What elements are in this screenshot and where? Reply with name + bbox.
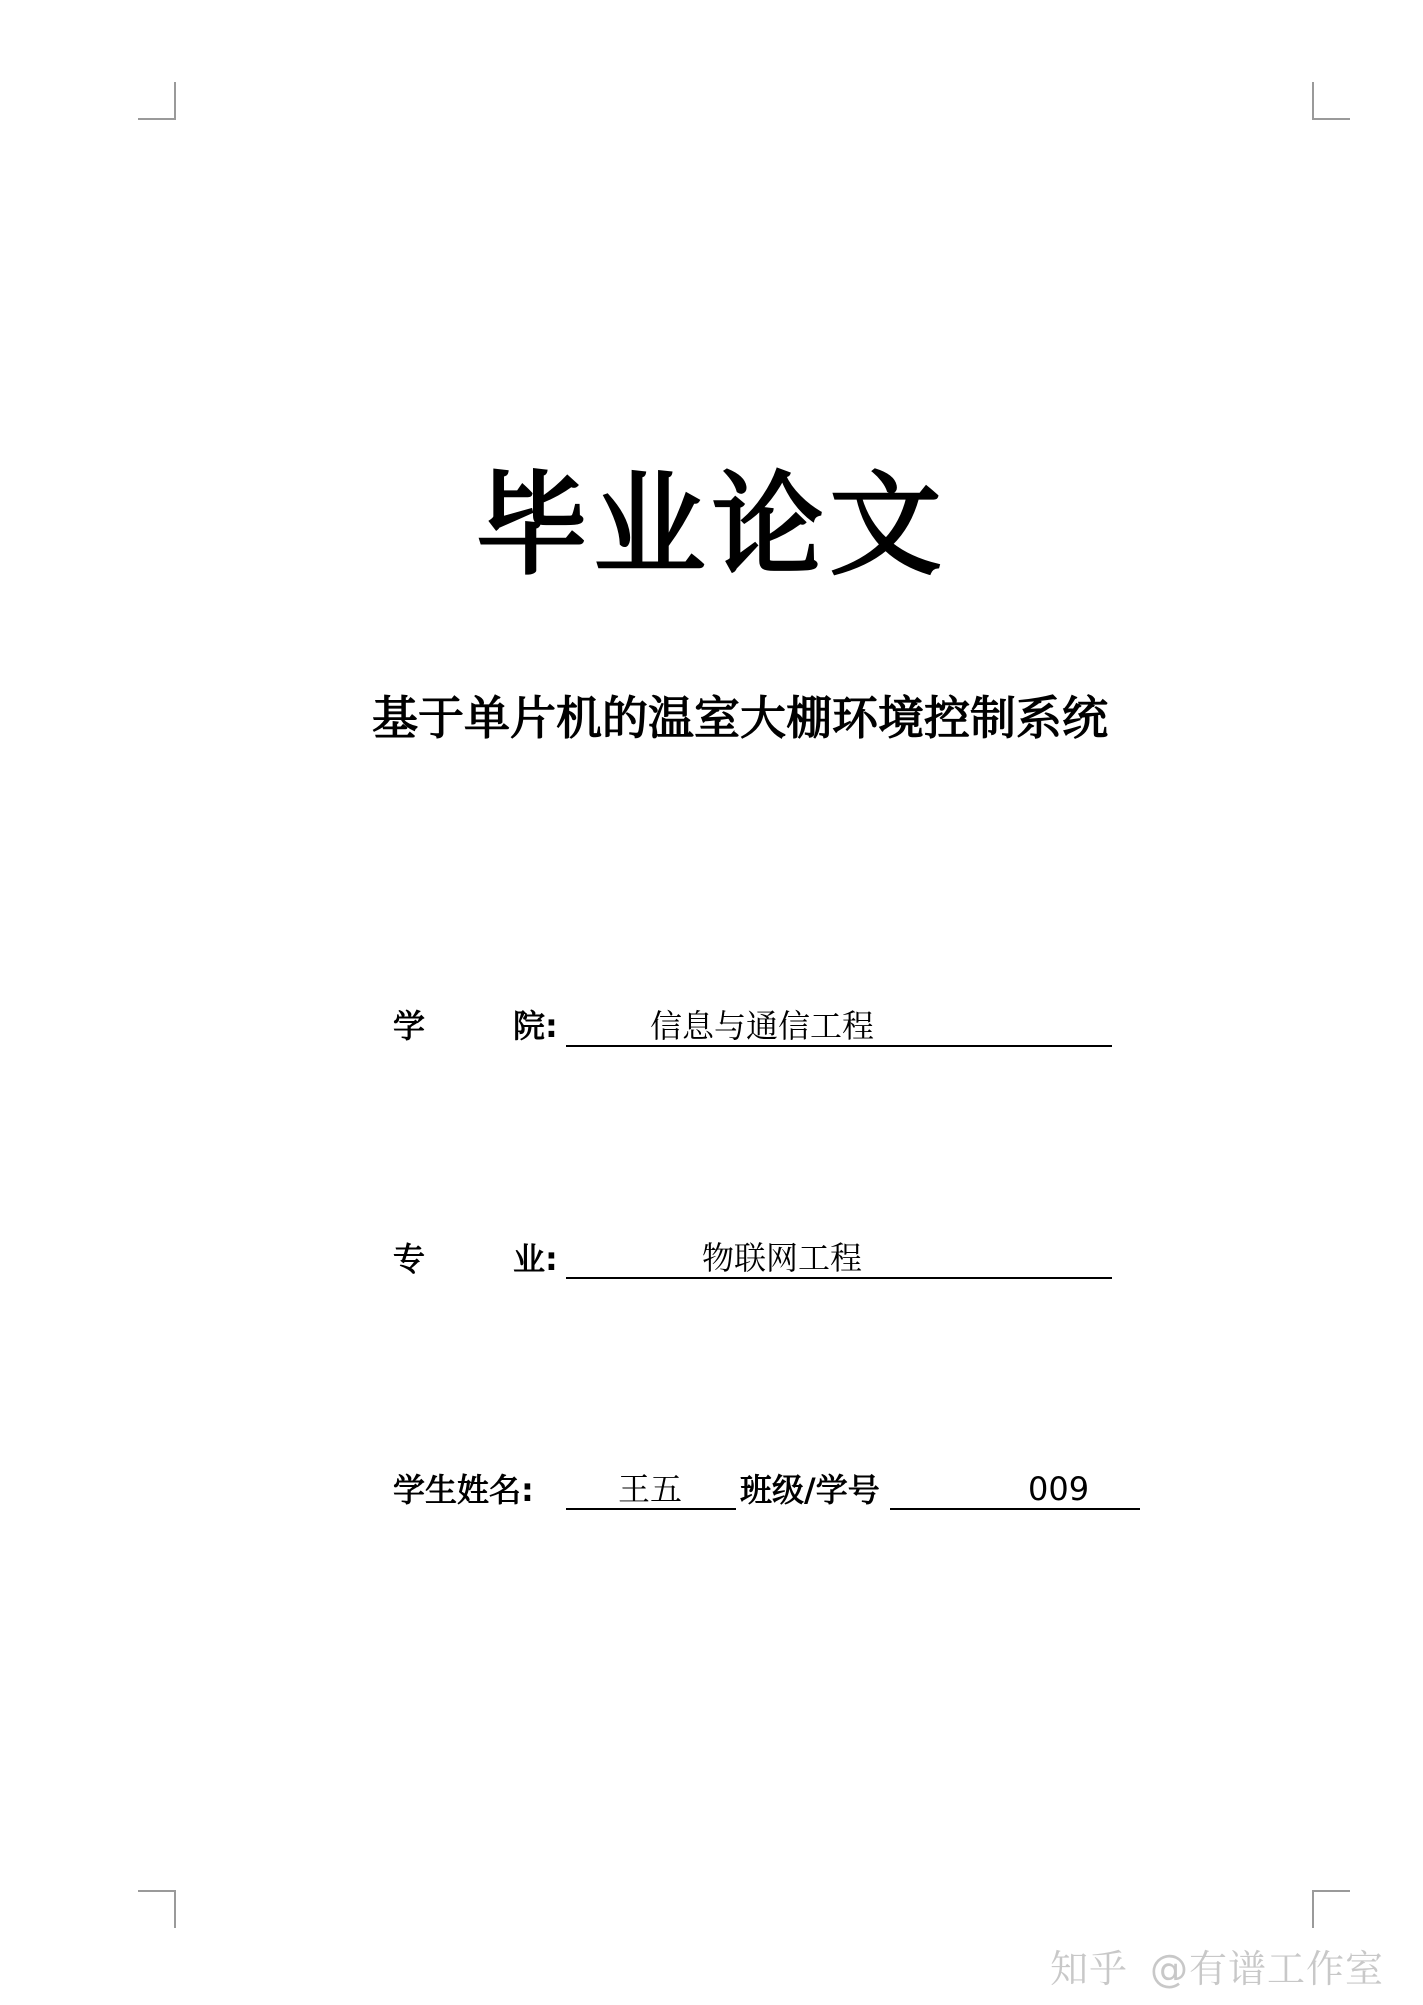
college-field <box>566 1007 1112 1047</box>
major-field <box>566 1239 1112 1279</box>
class-number-label: 班级/学号 <box>740 1471 880 1509</box>
college-label-first: 学 <box>393 1007 426 1045</box>
major-label <box>393 1240 558 1278</box>
student-name-label: 学生姓名: <box>393 1471 534 1509</box>
crop-mark-bottom-right <box>1312 1890 1350 1928</box>
class-number-value: 009 <box>1028 1470 1090 1508</box>
major-label-first: 专 <box>393 1240 426 1278</box>
major-value: 物联网工程 <box>702 1239 863 1277</box>
class-number-field <box>890 1470 1140 1510</box>
watermark-author: @有谱工作室 <box>1150 1947 1385 1991</box>
watermark-site: 知乎 <box>1050 1947 1129 1991</box>
major-label-second: 业: <box>513 1240 558 1278</box>
student-name-value: 王五 <box>618 1470 683 1508</box>
student-name-field <box>566 1470 736 1510</box>
crop-mark-bottom-left <box>138 1890 176 1928</box>
watermark <box>1050 1947 1385 1991</box>
college-value: 信息与通信工程 <box>650 1007 875 1045</box>
document-title: 毕业论文 <box>475 461 948 591</box>
college-label-second: 院: <box>513 1007 558 1045</box>
crop-mark-top-right <box>1312 82 1350 120</box>
document-subtitle: 基于单片机的温室大棚环境控制系统 <box>372 691 1108 745</box>
college-label <box>393 1007 558 1045</box>
crop-mark-top-left <box>138 82 176 120</box>
